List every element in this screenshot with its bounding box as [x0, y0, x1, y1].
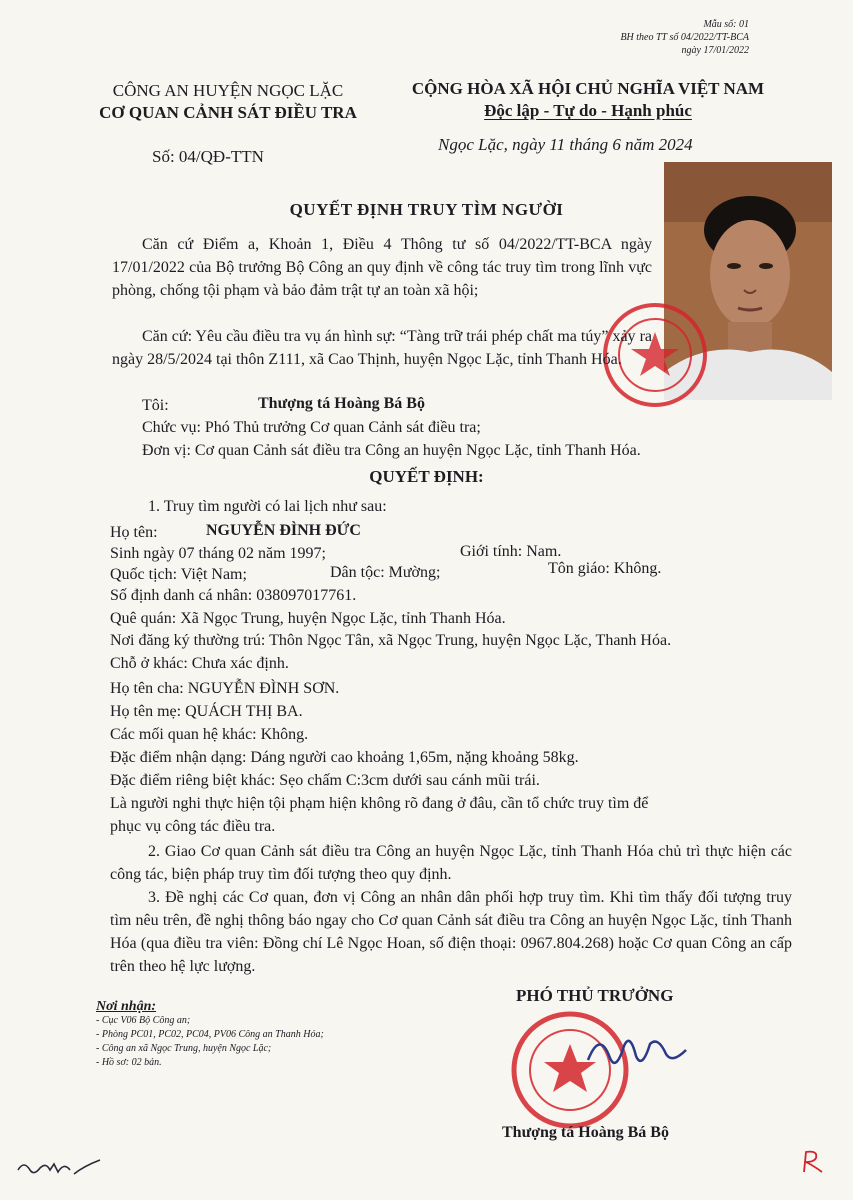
- person-id: Số định danh cá nhân: 038097017761.: [110, 587, 357, 604]
- doc-date: Ngọc Lặc, ngày 11 tháng 6 năm 2024: [438, 135, 693, 154]
- basis-paragraph-2: Căn cứ: Yêu cầu điều tra vụ án hình sự: “Tàng trữ trái phép chất ma túy” xảy ra ngày 28/5/2024 tại thôn Z111, xã Cao Thịnh, huyện Ngọc Lặc, tỉnh Thanh Hóa.: [112, 328, 652, 368]
- handwritten-note-right: [798, 1146, 828, 1181]
- person-religion: Tôn giáo: Không.: [548, 560, 662, 577]
- recipient-item: - Cục V06 Bộ Công an;: [96, 1015, 191, 1026]
- person-features: Đặc điểm nhận dạng: Dáng người cao khoảng 1,65m, nặng khoảng 58kg.: [110, 749, 579, 766]
- person-suspect-line-1: Là người nghi thực hiện tội phạm hiện không rõ đang ở đâu, cần tổ chức truy tìm để: [110, 795, 649, 812]
- signer-name: Thượng tá Hoàng Bá Bộ: [502, 1124, 669, 1141]
- form-number-line2: BH theo TT số 04/2022/TT-BCA: [620, 32, 749, 43]
- person-name: NGUYỄN ĐÌNH ĐỨC: [206, 522, 361, 539]
- form-number-line1: Mẫu số: 01: [703, 19, 749, 30]
- agency-header: [78, 80, 378, 124]
- official-name: Thượng tá Hoàng Bá Bộ: [258, 395, 425, 412]
- person-gender: Giới tính: Nam.: [460, 543, 562, 560]
- person-residence: Nơi đăng ký thường trú: Thôn Ngọc Tân, xã Ngọc Trung, huyện Ngọc Lặc, Thanh Hóa.: [110, 632, 672, 649]
- person-relations: Các mối quan hệ khác: Không.: [110, 726, 309, 743]
- official-label: Tôi:: [142, 397, 169, 414]
- person-suspect-line-2: phục vụ công tác điều tra.: [110, 818, 276, 835]
- official-unit: Đơn vị: Cơ quan Cảnh sát điều tra Công an huyện Ngọc Lặc, tỉnh Thanh Hóa.: [142, 442, 641, 459]
- section-3: 3. Đề nghị các Cơ quan, đơn vị Công an nhân dân phối hợp truy tìm. Khi tìm thấy đối tượng truy tìm nêu trên, đề nghị thông báo ngay cho Cơ quan Cảnh sát điều tra Công an huyện Ngọc Lặc, tỉnh Thanh Hóa (qua điều tra viên: Đồng chí Lê Ngọc Hoan, số điện thoại: 0967.804.268) hoặc Cơ quan Công an cấp trên theo hệ lực lượng.: [110, 889, 792, 975]
- nation-header: [388, 78, 788, 122]
- signer-title: PHÓ THỦ TRƯỞNG: [516, 986, 674, 1005]
- handwritten-note-left: [14, 1152, 104, 1187]
- person-ethnicity: Dân tộc: Mường;: [330, 564, 441, 581]
- person-father: Họ tên cha: NGUYỄN ĐÌNH SƠN.: [110, 680, 340, 697]
- section-2: 2. Giao Cơ quan Cảnh sát điều tra Công an huyện Ngọc Lặc, tỉnh Thanh Hóa chủ trì thực hiện các công tác, biện pháp truy tìm đối tượng theo quy định.: [110, 843, 792, 883]
- form-number: [620, 18, 749, 57]
- handwriting-icon: [14, 1152, 104, 1182]
- nation-name: CỘNG HÒA XÃ HỘI CHỦ NGHĨA VIỆT NAM: [411, 79, 765, 98]
- seal-and-signature-icon: [500, 1010, 700, 1130]
- recipients-heading: Nơi nhận:: [96, 999, 157, 1014]
- person-dob: Sinh ngày 07 tháng 02 năm 1997;: [110, 545, 326, 562]
- decision-heading: QUYẾT ĐỊNH:: [369, 467, 484, 486]
- person-mother: Họ tên mẹ: QUÁCH THỊ BA.: [110, 703, 303, 720]
- agency-name: CÔNG AN HUYỆN NGỌC LẶC: [112, 81, 344, 100]
- person-other-address: Chỗ ở khác: Chưa xác định.: [110, 655, 289, 672]
- form-number-line3: ngày 17/01/2022: [681, 45, 749, 56]
- basis-paragraph-1: Căn cứ Điểm a, Khoản 1, Điều 4 Thông tư số 04/2022/TT-BCA ngày 17/01/2022 của Bộ trưởng Bộ Công an quy định về công tác truy tìm trong lĩnh vực phòng, chống tội phạm và bảo đảm trật tự an toàn xã hội;: [112, 236, 652, 299]
- person-hometown: Quê quán: Xã Ngọc Trung, huyện Ngọc Lặc, tỉnh Thanh Hóa.: [110, 610, 506, 627]
- person-nationality: Quốc tịch: Việt Nam;: [110, 566, 247, 583]
- recipient-item: - Phòng PC01, PC02, PC04, PV06 Công an Thanh Hóa;: [96, 1029, 324, 1040]
- section-1-intro: 1. Truy tìm người có lai lịch như sau:: [148, 498, 387, 515]
- person-special-features: Đặc điểm riêng biệt khác: Sẹo chấm C:3cm dưới sau cánh mũi trái.: [110, 772, 540, 789]
- doc-number: Số: 04/QĐ-TTN: [152, 147, 264, 166]
- official-position: Chức vụ: Phó Thủ trưởng Cơ quan Cảnh sát điều tra;: [142, 419, 481, 436]
- recipients: [96, 1000, 324, 1070]
- recipient-item: - Hồ sơ: 02 bản.: [96, 1057, 162, 1068]
- handwriting-icon: [798, 1146, 828, 1176]
- official-stamp-bottom: [500, 1010, 700, 1135]
- recipient-item: - Công an xã Ngọc Trung, huyện Ngọc Lặc;: [96, 1043, 272, 1054]
- document-title: QUYẾT ĐỊNH TRUY TÌM NGƯỜI: [289, 200, 564, 219]
- nation-motto: Độc lập - Tự do - Hạnh phúc: [484, 101, 692, 120]
- agency-department: CƠ QUAN CẢNH SÁT ĐIỀU TRA: [99, 103, 357, 122]
- person-name-label: Họ tên:: [110, 524, 158, 541]
